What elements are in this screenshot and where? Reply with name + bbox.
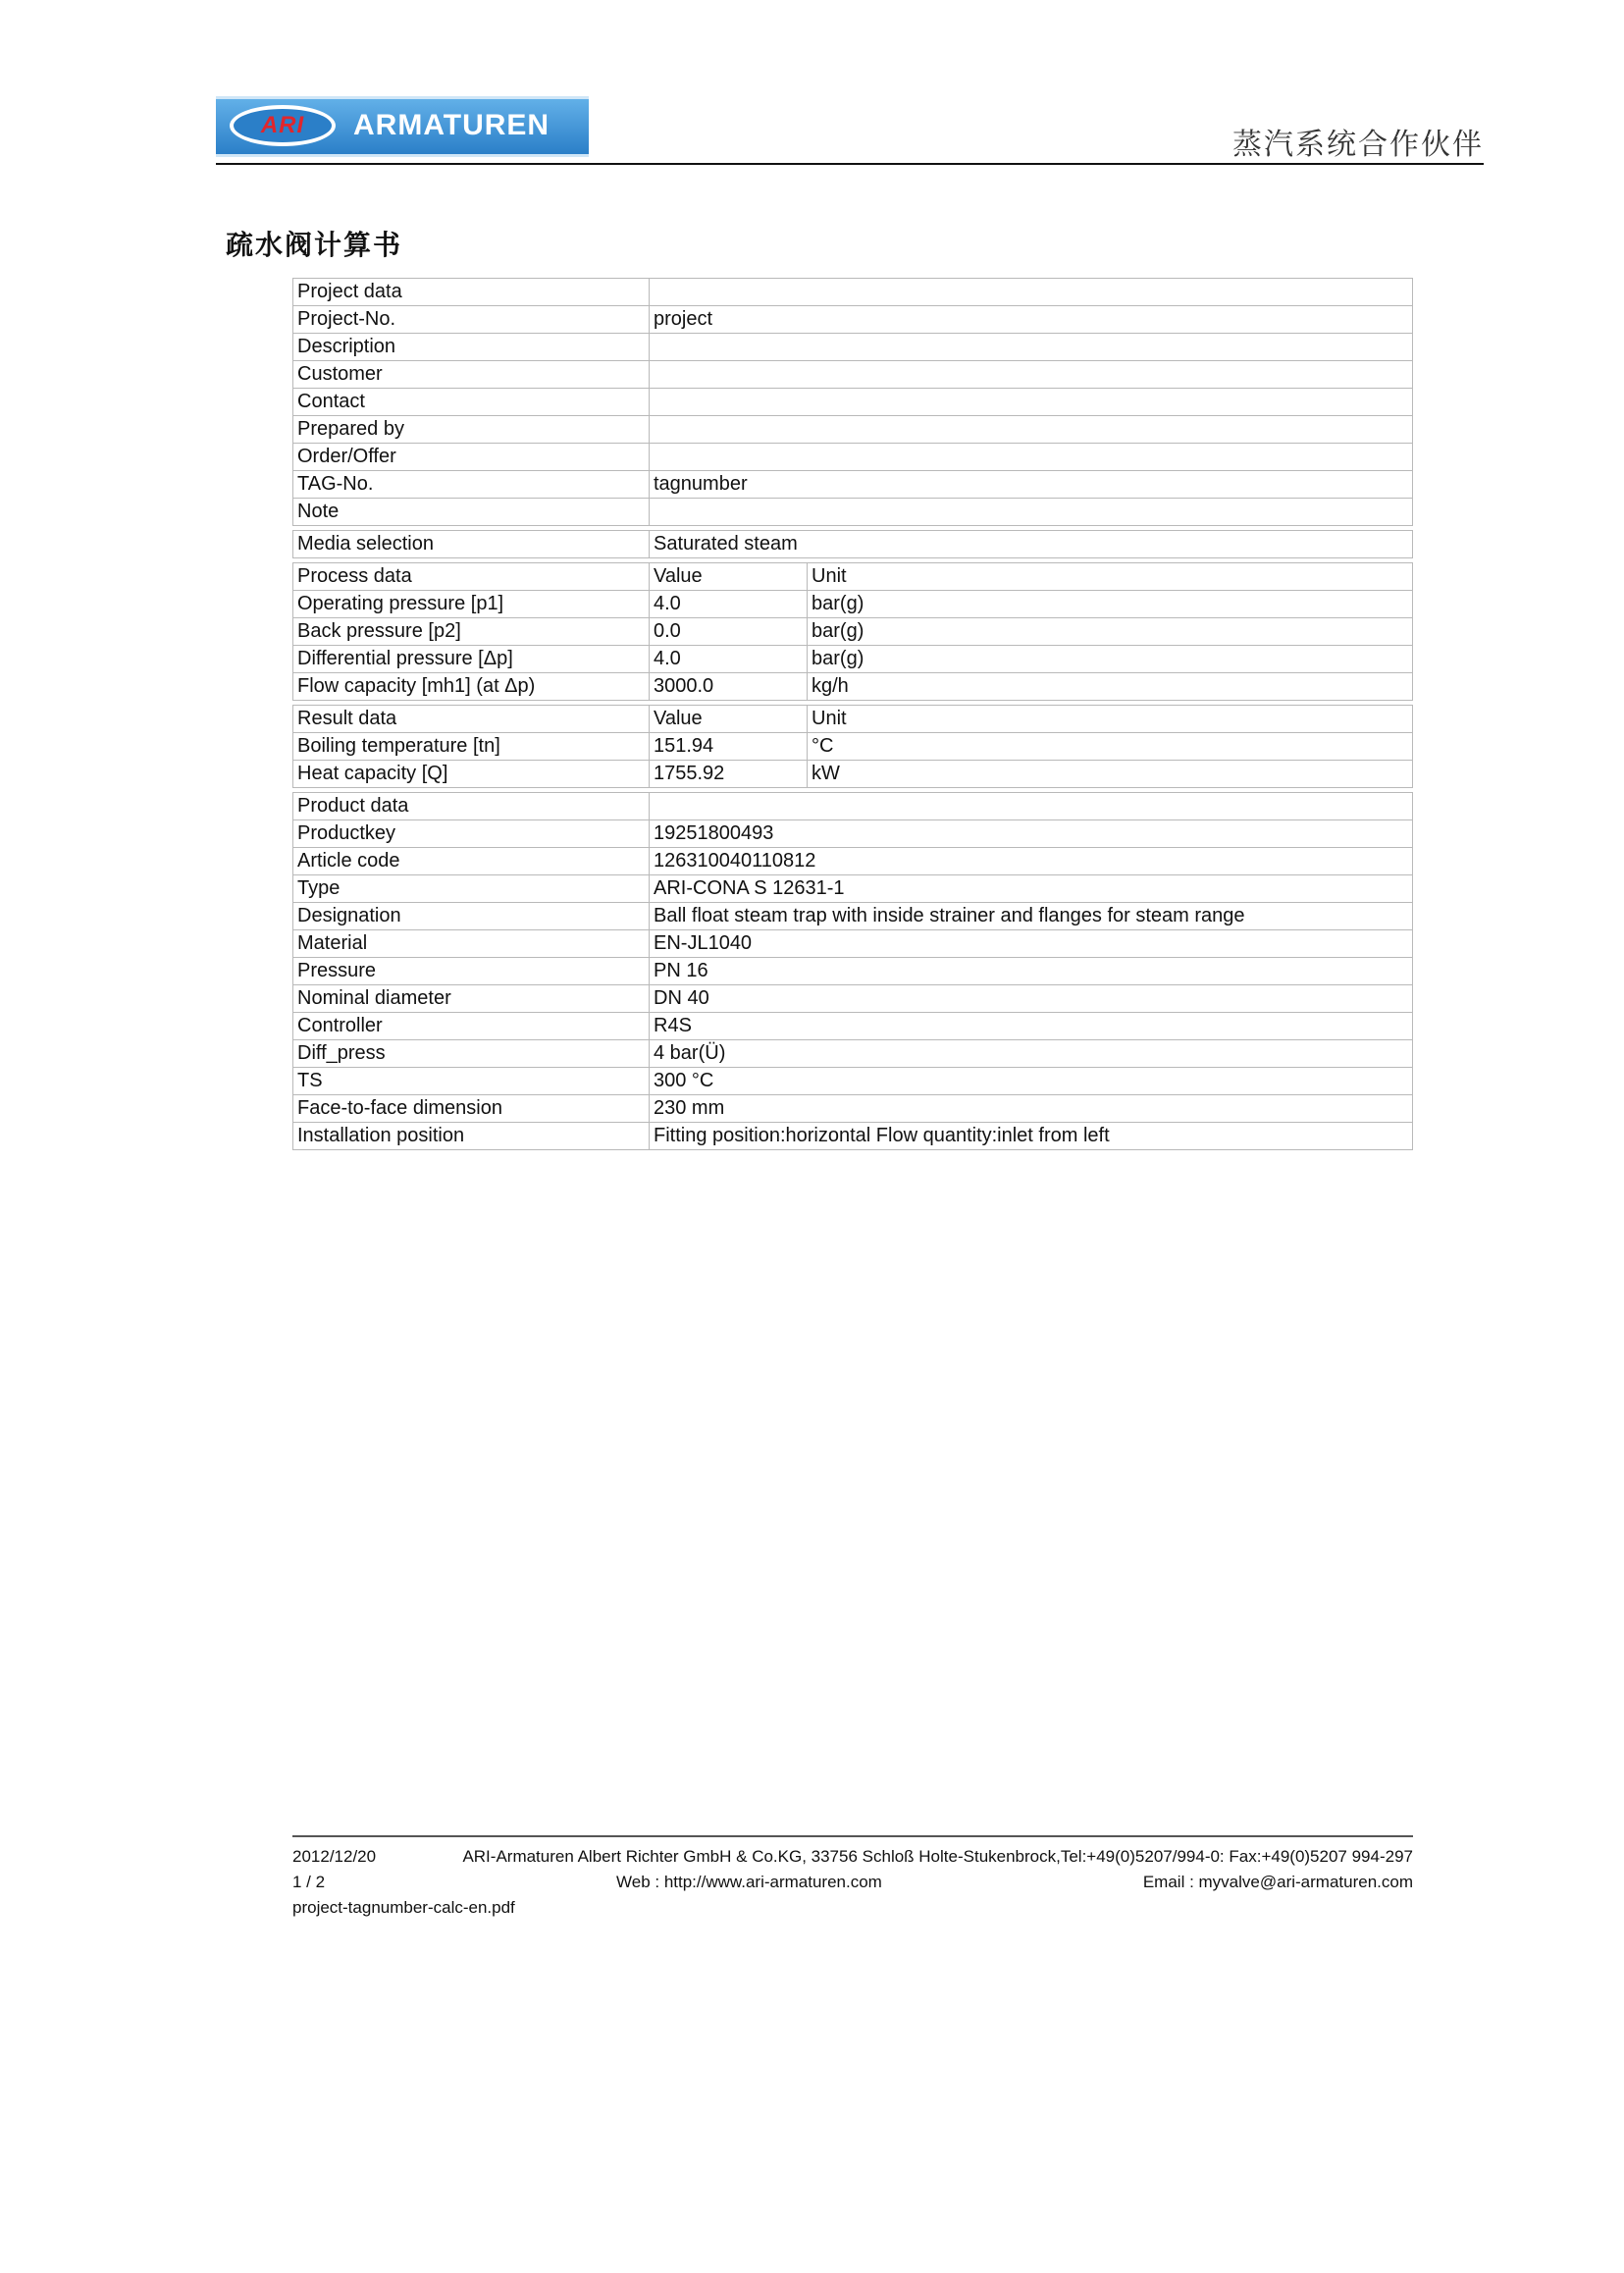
row-value: 1755.92 bbox=[650, 761, 808, 788]
row-label: Contact bbox=[293, 389, 650, 416]
row-value: R4S bbox=[650, 1013, 1413, 1040]
row-value bbox=[650, 444, 1413, 471]
row-value bbox=[650, 389, 1413, 416]
row-value: Saturated steam bbox=[650, 531, 1413, 558]
row-label: Type bbox=[293, 875, 650, 903]
product-row bbox=[293, 985, 1413, 1013]
page-header bbox=[216, 94, 1484, 165]
row-unit: °C bbox=[808, 733, 1413, 761]
row-unit: kW bbox=[808, 761, 1413, 788]
row-unit: bar(g) bbox=[808, 618, 1413, 646]
row-value: 151.94 bbox=[650, 733, 808, 761]
row-label: Process data bbox=[293, 563, 650, 591]
row-value: Value bbox=[650, 563, 808, 591]
process-row bbox=[293, 646, 1413, 673]
footer-email: Email : myvalve@ari-armaturen.com bbox=[1142, 1873, 1413, 1891]
calculation-table bbox=[292, 278, 1413, 1150]
footer-divider bbox=[292, 1835, 1413, 1837]
row-label: Project data bbox=[293, 279, 650, 306]
footer-company: ARI-Armaturen Albert Richter GmbH & Co.KG, 33756 Schloß Holte-Stukenbrock,Tel:+49(0)5207/994-0: Fax:+49(0)5207 994-297 bbox=[462, 1847, 1413, 1866]
product-row bbox=[293, 820, 1413, 848]
document-title: 疏水阀计算书 bbox=[226, 229, 403, 261]
row-label: Prepared by bbox=[293, 416, 650, 444]
row-value: 300 °C bbox=[650, 1068, 1413, 1095]
row-value: EN-JL1040 bbox=[650, 930, 1413, 958]
product-row bbox=[293, 848, 1413, 875]
row-value: 126310040110812 bbox=[650, 848, 1413, 875]
row-value: PN 16 bbox=[650, 958, 1413, 985]
project-row bbox=[293, 389, 1413, 416]
row-label: Pressure bbox=[293, 958, 650, 985]
row-value: 4.0 bbox=[650, 591, 808, 618]
row-label: TAG-No. bbox=[293, 471, 650, 499]
row-label: Face-to-face dimension bbox=[293, 1095, 650, 1123]
product-row bbox=[293, 1123, 1413, 1150]
project-row bbox=[293, 306, 1413, 334]
row-unit: Unit bbox=[808, 563, 1413, 591]
row-label: Heat capacity [Q] bbox=[293, 761, 650, 788]
row-label: Flow capacity [mh1] (at Δp) bbox=[293, 673, 650, 701]
row-unit: bar(g) bbox=[808, 646, 1413, 673]
row-value bbox=[650, 334, 1413, 361]
project-row bbox=[293, 361, 1413, 389]
row-value bbox=[650, 279, 1413, 306]
result-data-header bbox=[293, 706, 1413, 733]
row-value: Value bbox=[650, 706, 808, 733]
row-value bbox=[650, 499, 1413, 526]
row-label: Nominal diameter bbox=[293, 985, 650, 1013]
footer-page-number: 1 / 2 bbox=[292, 1873, 326, 1891]
row-label: Controller bbox=[293, 1013, 650, 1040]
row-label: Result data bbox=[293, 706, 650, 733]
footer-date: 2012/12/20 bbox=[292, 1847, 377, 1866]
result-row bbox=[293, 733, 1413, 761]
product-row bbox=[293, 1068, 1413, 1095]
process-row bbox=[293, 618, 1413, 646]
row-value: Ball float steam trap with inside strainer and flanges for steam range bbox=[650, 903, 1413, 930]
row-label: Productkey bbox=[293, 820, 650, 848]
row-label: Installation position bbox=[293, 1123, 650, 1150]
row-value: DN 40 bbox=[650, 985, 1413, 1013]
ari-armaturen-logo bbox=[216, 96, 589, 157]
process-row bbox=[293, 673, 1413, 701]
row-label: TS bbox=[293, 1068, 650, 1095]
result-row bbox=[293, 761, 1413, 788]
row-unit: Unit bbox=[808, 706, 1413, 733]
row-value: 0.0 bbox=[650, 618, 808, 646]
product-row bbox=[293, 958, 1413, 985]
project-row bbox=[293, 334, 1413, 361]
row-value bbox=[650, 361, 1413, 389]
header-divider bbox=[216, 163, 1484, 165]
project-data-header bbox=[293, 279, 1413, 306]
row-value: tagnumber bbox=[650, 471, 1413, 499]
project-row bbox=[293, 471, 1413, 499]
product-row bbox=[293, 1095, 1413, 1123]
row-value: 4 bar(Ü) bbox=[650, 1040, 1413, 1068]
project-row bbox=[293, 444, 1413, 471]
row-label: Back pressure [p2] bbox=[293, 618, 650, 646]
footer-web: Web : http://www.ari-armaturen.com bbox=[616, 1873, 882, 1891]
process-data-header bbox=[293, 563, 1413, 591]
row-unit: bar(g) bbox=[808, 591, 1413, 618]
header-tagline: 蒸汽系统合作伙伴 bbox=[1232, 128, 1484, 162]
row-value: 3000.0 bbox=[650, 673, 808, 701]
product-row bbox=[293, 1013, 1413, 1040]
row-value bbox=[650, 416, 1413, 444]
row-value: project bbox=[650, 306, 1413, 334]
logo-wordmark: ARMATUREN bbox=[353, 109, 550, 141]
row-value: Fitting position:horizontal Flow quantity:inlet from left bbox=[650, 1123, 1413, 1150]
row-value: 4.0 bbox=[650, 646, 808, 673]
row-label: Differential pressure [Δp] bbox=[293, 646, 650, 673]
row-label: Boiling temperature [tn] bbox=[293, 733, 650, 761]
row-value bbox=[650, 793, 1413, 820]
row-label: Diff_press bbox=[293, 1040, 650, 1068]
row-value: 230 mm bbox=[650, 1095, 1413, 1123]
media-selection-row bbox=[293, 531, 1413, 558]
product-row bbox=[293, 1040, 1413, 1068]
row-label: Article code bbox=[293, 848, 650, 875]
logo-mark: ARI bbox=[260, 112, 305, 138]
product-data-header bbox=[293, 793, 1413, 820]
row-label: Operating pressure [p1] bbox=[293, 591, 650, 618]
row-label: Customer bbox=[293, 361, 650, 389]
row-label: Material bbox=[293, 930, 650, 958]
row-label: Product data bbox=[293, 793, 650, 820]
row-label: Designation bbox=[293, 903, 650, 930]
product-row bbox=[293, 903, 1413, 930]
row-label: Media selection bbox=[293, 531, 650, 558]
row-label: Description bbox=[293, 334, 650, 361]
row-label: Note bbox=[293, 499, 650, 526]
row-label: Project-No. bbox=[293, 306, 650, 334]
process-row bbox=[293, 591, 1413, 618]
footer-filename: project-tagnumber-calc-en.pdf bbox=[292, 1898, 515, 1917]
row-label: Order/Offer bbox=[293, 444, 650, 471]
project-row bbox=[293, 416, 1413, 444]
row-value: ARI-CONA S 12631-1 bbox=[650, 875, 1413, 903]
product-row bbox=[293, 930, 1413, 958]
row-value: 19251800493 bbox=[650, 820, 1413, 848]
project-row bbox=[293, 499, 1413, 526]
row-unit: kg/h bbox=[808, 673, 1413, 701]
product-row bbox=[293, 875, 1413, 903]
